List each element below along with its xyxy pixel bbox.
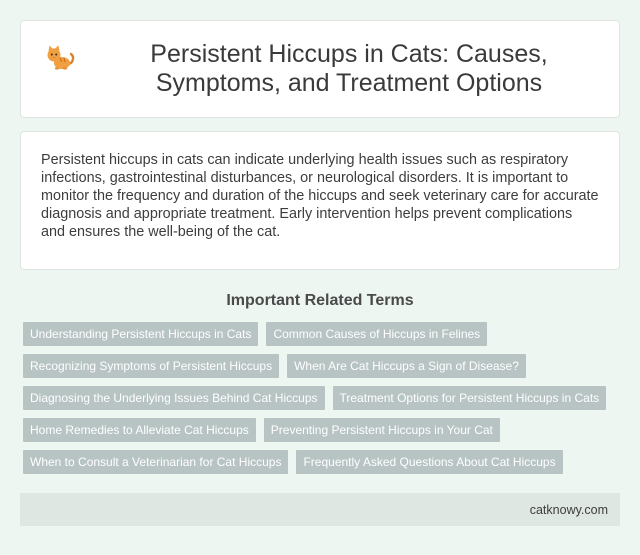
related-term-tag[interactable]: Treatment Options for Persistent Hiccups in Cats	[333, 386, 607, 410]
title-wrap	[35, 40, 605, 98]
related-term-tag[interactable]: When Are Cat Hiccups a Sign of Disease?	[287, 354, 526, 378]
cat-icon	[45, 44, 75, 70]
summary-card	[20, 131, 620, 270]
related-term-tag[interactable]: Home Remedies to Alleviate Cat Hiccups	[23, 418, 256, 442]
title-card	[20, 20, 620, 118]
related-term-tag[interactable]: Diagnosing the Underlying Issues Behind Cat Hiccups	[23, 386, 325, 410]
related-term-tag[interactable]: Preventing Persistent Hiccups in Your Cat	[264, 418, 500, 442]
related-terms-heading: Important Related Terms	[226, 292, 414, 309]
related-term-tag[interactable]: When to Consult a Veterinarian for Cat Hiccups	[23, 450, 288, 474]
related-term-tag[interactable]: Common Causes of Hiccups in Felines	[266, 322, 487, 346]
footer	[20, 493, 620, 526]
footer-site-link[interactable]: catknowy.com	[529, 502, 608, 517]
page-title: Persistent Hiccups in Cats: Causes, Symptoms, and Treatment Options	[150, 40, 548, 97]
related-term-tag[interactable]: Recognizing Symptoms of Persistent Hiccups	[23, 354, 279, 378]
related-terms-list	[20, 322, 620, 482]
summary-text: Persistent hiccups in cats can indicate underlying health issues such as respiratory infections, gastrointestinal disturbances, or neurological disorders. It is important to monitor the frequency and duration of the hiccups and seek veterinary care for accurate diagnosis and appropriate treatment. Early intervention helps prevent complications and ensures the well-being of the cat.	[41, 152, 599, 240]
related-term-tag[interactable]: Frequently Asked Questions About Cat Hiccups	[296, 450, 562, 474]
related-term-tag[interactable]: Understanding Persistent Hiccups in Cats	[23, 322, 258, 346]
